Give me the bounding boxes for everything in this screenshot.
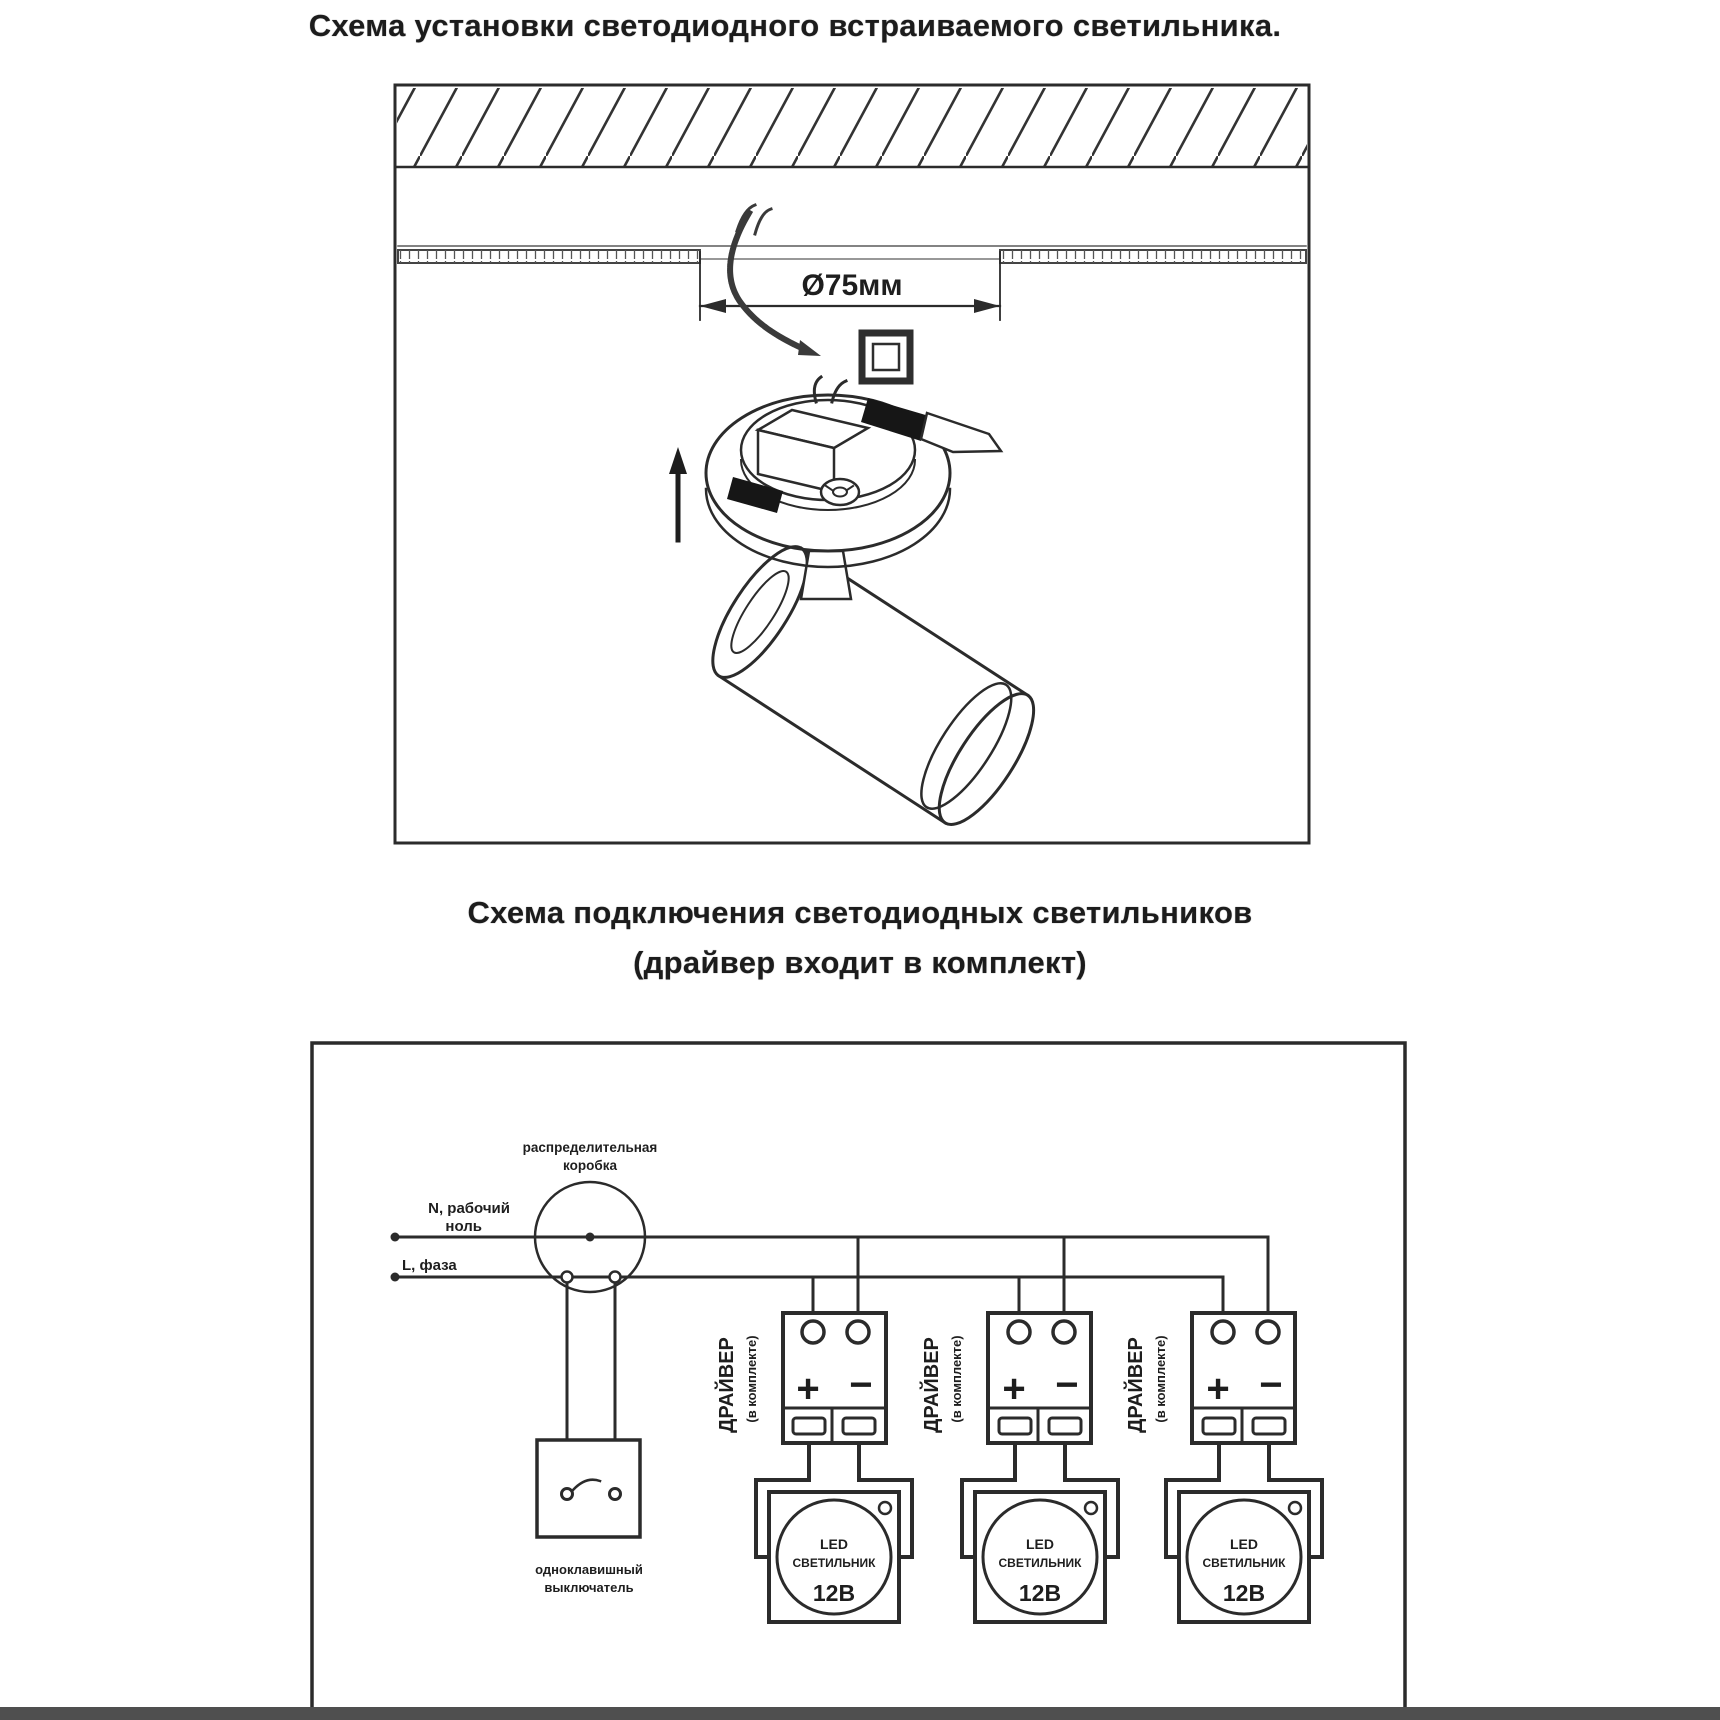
driver-slot-right-1: [843, 1418, 875, 1434]
title-wiring-line1: Схема подключения светодиодных светильников: [467, 895, 1253, 930]
led-text3-2: 12В: [1018, 1580, 1062, 1606]
led-text1-1: LED: [820, 1536, 848, 1552]
hole-dimension-label: Ø75мм: [801, 269, 903, 302]
driver-slot-left-2: [999, 1418, 1031, 1434]
driver-label-2: ДРАЙВЕР: [921, 1337, 943, 1433]
junction-dot: [586, 1233, 595, 1242]
driver-terminal-right-1: [847, 1321, 869, 1343]
switch-box: [537, 1440, 640, 1537]
fixture-neck: [801, 551, 851, 599]
installation-diagram: [395, 85, 1309, 843]
ceiling-strip-left: [398, 250, 700, 263]
driver-slot-right-2: [1049, 1418, 1081, 1434]
connector-block-inner: [873, 344, 899, 370]
neutral-label-line2: ноль: [445, 1218, 482, 1235]
led-text2-3: СВЕТИЛЬНИК: [1202, 1556, 1286, 1570]
driver-terminal-left-2: [1008, 1321, 1030, 1343]
driver-plus-3: +: [1206, 1367, 1230, 1411]
driver-plus-2: +: [1002, 1367, 1026, 1411]
driver-slot-right-3: [1253, 1418, 1285, 1434]
led-mount-hole-2: [1085, 1502, 1097, 1514]
led-text3-1: 12В: [812, 1580, 856, 1606]
photo-bottom-edge: [0, 1707, 1720, 1720]
title-installation: Схема установки светодиодного встраиваемого светильника.: [308, 8, 1282, 43]
driver-terminal-left-3: [1212, 1321, 1234, 1343]
switch-terminal-left: [562, 1489, 573, 1500]
neutral-label-line1: N, рабочий: [428, 1200, 510, 1217]
wire-nut: [821, 479, 859, 505]
driver-minus-2: −: [1055, 1363, 1079, 1407]
led-text1-2: LED: [1026, 1536, 1054, 1552]
ceiling-hatch: [397, 88, 1307, 166]
switch-terminal-right: [610, 1489, 621, 1500]
driver-sub-label-3: (в комплекте): [1153, 1335, 1168, 1423]
led-mount-hole-3: [1289, 1502, 1301, 1514]
junction-terminal-left: [562, 1272, 573, 1283]
phase-end-dot: [391, 1273, 400, 1282]
driver-terminal-left-1: [802, 1321, 824, 1343]
led-text2-1: СВЕТИЛЬНИК: [792, 1556, 876, 1570]
phase-label: L, фаза: [402, 1257, 457, 1274]
driver-label-3: ДРАЙВЕР: [1125, 1337, 1147, 1433]
switch-label-line1: одноклавишный: [535, 1562, 643, 1577]
ceiling-strip-right: [1000, 250, 1306, 263]
led-mount-hole-1: [879, 1502, 891, 1514]
junction-terminal-right: [610, 1272, 621, 1283]
driver-minus-3: −: [1259, 1363, 1283, 1407]
driver-sub-label-2: (в комплекте): [949, 1335, 964, 1423]
neutral-end-dot: [391, 1233, 400, 1242]
driver-sub-label-1: (в комплекте): [744, 1335, 759, 1423]
driver-terminal-right-3: [1257, 1321, 1279, 1343]
driver-slot-left-3: [1203, 1418, 1235, 1434]
wiring-diagram: [312, 1043, 1405, 1713]
led-text3-3: 12В: [1222, 1580, 1266, 1606]
led-text1-3: LED: [1230, 1536, 1258, 1552]
junction-box-label-line2: коробка: [563, 1158, 617, 1173]
junction-box-label-line1: распределительная: [522, 1140, 658, 1155]
driver-terminal-right-2: [1053, 1321, 1075, 1343]
led-text2-2: СВЕТИЛЬНИК: [998, 1556, 1082, 1570]
title-wiring-line2: (драйвер входит в комплект): [633, 945, 1087, 980]
driver-slot-left-1: [793, 1418, 825, 1434]
installation-frame: [395, 85, 1309, 843]
driver-minus-1: −: [849, 1363, 873, 1407]
driver-label-1: ДРАЙВЕР: [716, 1337, 738, 1433]
driver-plus-1: +: [796, 1367, 820, 1411]
switch-label-line2: выключатель: [544, 1580, 634, 1595]
